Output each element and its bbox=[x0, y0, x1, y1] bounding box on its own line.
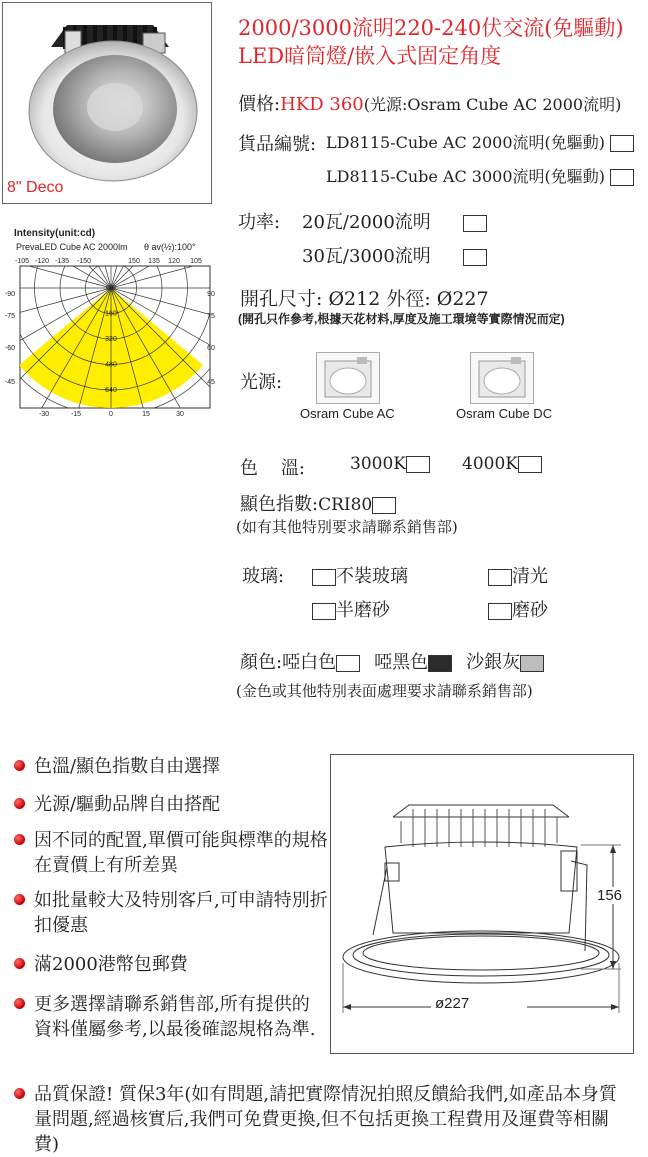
power-option-1 bbox=[302, 208, 487, 234]
product-code-1 bbox=[326, 130, 634, 153]
beam-angle-label: θ av(½):100° bbox=[144, 242, 196, 252]
power-option-1-checkbox[interactable] bbox=[463, 215, 487, 232]
finish-note: (金色或其他特別表面處理要求請聯系銷售部) bbox=[236, 682, 533, 700]
bullet-dot-icon bbox=[14, 760, 25, 771]
top-angle-label: -150 bbox=[76, 258, 92, 265]
cri-row bbox=[240, 490, 396, 516]
power-label: 功率: bbox=[238, 212, 281, 233]
left-angle-label: -90 bbox=[4, 291, 16, 298]
color-temp-3000-text: 3000K bbox=[350, 454, 406, 474]
chart-title: Intensity(unit:cd) bbox=[14, 228, 96, 239]
bottom-angle-label: 30 bbox=[176, 411, 184, 418]
radial-value-label: 160 bbox=[105, 310, 117, 318]
radial-value-label: 320 bbox=[105, 336, 117, 343]
right-angle-label: 45 bbox=[207, 379, 215, 386]
product-code-label: 貨品編號: bbox=[238, 134, 317, 155]
price-label: 價格: bbox=[238, 94, 281, 115]
right-angle-label: 75 bbox=[207, 313, 215, 320]
radial-value-label: 640 bbox=[105, 387, 117, 394]
chart-subtitle: PrevaLED Cube AC 2000lm bbox=[16, 242, 128, 252]
finish-black-text: 啞黑色 bbox=[374, 652, 429, 673]
cube-dc-icon bbox=[471, 353, 533, 403]
height-dimension: 156 bbox=[597, 887, 623, 904]
right-angle-label: 90 bbox=[207, 291, 215, 298]
cri-checkbox[interactable] bbox=[372, 497, 396, 514]
bullet-dot-icon bbox=[14, 1088, 25, 1099]
polar-intensity-chart bbox=[0, 256, 228, 420]
color-temp-4000-checkbox[interactable] bbox=[518, 456, 542, 473]
glass-clear-text: 清光 bbox=[512, 566, 548, 587]
product-code-2 bbox=[326, 164, 634, 187]
cri-value: CRI80 bbox=[318, 495, 373, 515]
power-option-2-text: 30瓦/3000流明 bbox=[302, 246, 431, 267]
price-row bbox=[238, 90, 621, 116]
radial-value-label: 0.0 bbox=[106, 285, 116, 292]
diameter-dimension: ø227 bbox=[435, 995, 470, 1012]
color-temp-4000-text: 4000K bbox=[462, 454, 518, 474]
bullet-item: 光源/驅動品牌自由搭配 bbox=[14, 792, 334, 817]
finish-white-text: 啞白色 bbox=[282, 652, 337, 673]
glass-frosted-checkbox[interactable] bbox=[488, 603, 512, 620]
hole-size: 開孔尺寸: Ø212 外徑: Ø227 bbox=[240, 288, 489, 310]
power-option-1-text: 20瓦/2000流明 bbox=[302, 212, 431, 233]
color-temp-3000 bbox=[350, 454, 430, 474]
glass-semi-frosted-text: 半磨砂 bbox=[336, 600, 390, 621]
cri-label: 顯色指數: bbox=[240, 494, 319, 515]
right-angle-label: 60 bbox=[207, 345, 215, 352]
glass-label: 玻璃: bbox=[242, 566, 285, 587]
model-caption: 8" Deco bbox=[7, 179, 64, 196]
glass-frosted-text: 磨砂 bbox=[512, 600, 548, 621]
bullet-item: 滿2000港幣包郵費 bbox=[14, 952, 334, 977]
top-angle-label: -105 bbox=[14, 258, 30, 265]
product-title-line1: 2000/3000流明220-240伏交流(免驅動) bbox=[238, 16, 624, 40]
color-temp-4000 bbox=[462, 454, 542, 474]
downlight-photo bbox=[3, 3, 211, 203]
top-angle-label: 135 bbox=[148, 258, 160, 265]
product-code-1-checkbox[interactable] bbox=[610, 135, 634, 152]
left-angle-label: -75 bbox=[4, 313, 16, 320]
finish-grey-swatch[interactable] bbox=[520, 655, 544, 672]
light-source-dc-image[interactable] bbox=[470, 352, 534, 404]
light-source-ac-label: Osram Cube AC bbox=[300, 406, 395, 421]
bullet-item: 品質保證! 質保3年(如有問題,請把實際情況拍照反饋給我們,如產品本身質量問題,經過核實后,我們可免費更換,但不包括更換工程費用及運費等相關費) bbox=[14, 1082, 634, 1157]
bullet-dot-icon bbox=[14, 834, 25, 845]
bottom-angle-label: 15 bbox=[142, 411, 150, 418]
glass-option-frosted bbox=[488, 596, 548, 622]
bullet-dot-icon bbox=[14, 998, 25, 1009]
cube-ac-icon bbox=[317, 353, 379, 403]
power-option-2 bbox=[302, 242, 487, 268]
glass-none-checkbox[interactable] bbox=[312, 569, 336, 586]
finish-grey-text: 沙銀灰 bbox=[466, 652, 521, 673]
light-source-dc-label: Osram Cube DC bbox=[456, 406, 553, 421]
top-angle-label: 150 bbox=[128, 258, 140, 265]
product-code-2-text: LD8115-Cube AC 3000流明(免驅動) bbox=[326, 167, 606, 186]
bottom-angle-label: -30 bbox=[38, 411, 50, 418]
bullet-item: 更多選擇請聯系銷售部,所有提供的資料僅屬參考,以最後確認規格為準. bbox=[14, 992, 324, 1042]
left-angle-label: -60 bbox=[4, 345, 16, 352]
bullet-dot-icon bbox=[14, 958, 25, 969]
light-source-ac-image[interactable] bbox=[316, 352, 380, 404]
cri-note: (如有其他特別要求請聯系銷售部) bbox=[236, 518, 458, 536]
bottom-angle-label: 0 bbox=[109, 411, 113, 418]
finish-white-swatch[interactable] bbox=[336, 655, 360, 672]
bullet-dot-icon bbox=[14, 894, 25, 905]
glass-clear-checkbox[interactable] bbox=[488, 569, 512, 586]
color-temp-3000-checkbox[interactable] bbox=[406, 456, 430, 473]
bullet-dot-icon bbox=[14, 798, 25, 809]
color-temp-label: 色 溫: bbox=[240, 458, 305, 479]
top-angle-label: -120 bbox=[34, 258, 50, 265]
light-source-label: 光源: bbox=[240, 372, 283, 393]
radial-value-label: 480 bbox=[105, 361, 117, 369]
price-note: (光源:Osram Cube AC 2000流明) bbox=[363, 95, 622, 114]
downlight-line-drawing bbox=[331, 755, 633, 1053]
glass-option-semi-frosted bbox=[312, 596, 390, 622]
glass-semi-frosted-checkbox[interactable] bbox=[312, 603, 336, 620]
dimension-drawing bbox=[330, 754, 634, 1054]
hole-size-note: (開孔只作參考,根據天花材料,厚度及施工環境等實際情況而定) bbox=[238, 312, 565, 326]
bottom-angle-label: -15 bbox=[70, 411, 82, 418]
glass-none-text: 不裝玻璃 bbox=[336, 566, 408, 587]
top-angle-label: -135 bbox=[54, 258, 70, 265]
glass-option-clear bbox=[488, 562, 548, 588]
top-angle-label: 105 bbox=[190, 258, 202, 265]
left-angle-label: -45 bbox=[4, 379, 16, 386]
product-code-2-checkbox[interactable] bbox=[610, 169, 634, 186]
bullet-item: 因不同的配置,單價可能與標準的規格在賣價上有所差異 bbox=[14, 828, 334, 878]
product-photo-frame bbox=[2, 2, 212, 204]
finish-row bbox=[240, 648, 544, 674]
glass-option-none bbox=[312, 562, 408, 588]
top-angle-label: 120 bbox=[168, 258, 180, 265]
power-option-2-checkbox[interactable] bbox=[463, 249, 487, 266]
bullet-item: 如批量較大及特別客戶,可申請特別折扣優惠 bbox=[14, 888, 334, 938]
bullet-item: 色溫/顯色指數自由選擇 bbox=[14, 754, 334, 779]
finish-label: 顏色: bbox=[240, 652, 283, 673]
finish-black-swatch[interactable] bbox=[428, 655, 452, 672]
product-code-1-text: LD8115-Cube AC 2000流明(免驅動) bbox=[326, 133, 606, 152]
price-value: HKD 360 bbox=[280, 94, 364, 115]
product-title-line2: LED暗筒燈/嵌入式固定角度 bbox=[238, 44, 502, 68]
